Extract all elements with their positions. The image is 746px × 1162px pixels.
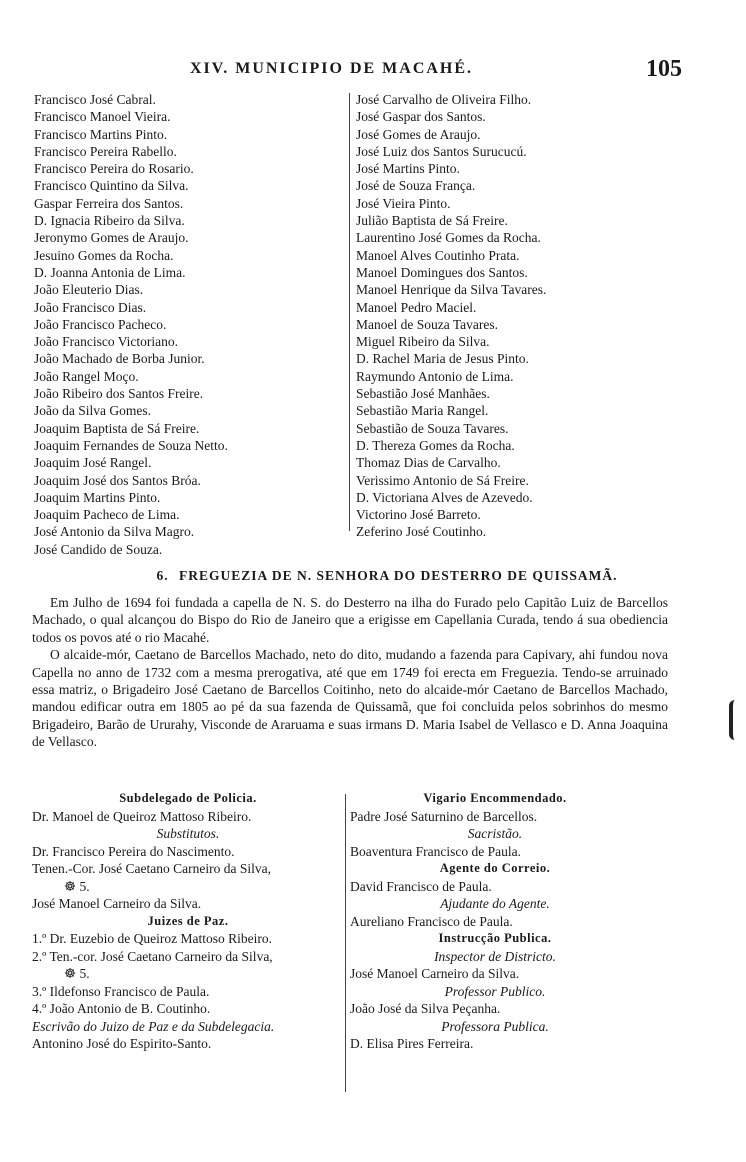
list-item: Joaquim Fernandes de Souza Netto. <box>34 437 228 453</box>
list-item: Jesuino Gomes da Rocha. <box>34 247 174 263</box>
officials-column-left <box>32 790 344 1053</box>
official-name: 2.º Ten.-cor. José Caetano Carneiro da Silva, <box>32 948 273 964</box>
list-item: João Machado de Borba Junior. <box>34 351 205 367</box>
heading-substitutos: Substitutos. <box>156 826 220 841</box>
list-item: Joaquim José dos Santos Bróa. <box>34 472 201 488</box>
list-item: D. Thereza Gomes da Rocha. <box>356 437 515 453</box>
heading-vigario: Vigario Encommendado. <box>423 791 567 805</box>
list-item: D. Victoriana Alves de Azevedo. <box>356 489 533 505</box>
list-item: João Francisco Dias. <box>34 299 147 315</box>
column-divider <box>345 794 346 1092</box>
list-item: João Rangel Moço. <box>34 368 139 384</box>
list-item: Francisco Manoel Vieira. <box>34 109 171 125</box>
page-number: 105 <box>646 56 682 82</box>
list-item: José Gaspar dos Santos. <box>356 109 486 125</box>
list-item: Miguel Ribeiro da Silva. <box>356 334 490 350</box>
official-name: Dr. Manoel de Queiroz Mattoso Ribeiro. <box>32 808 252 824</box>
list-item: D. Joanna Antonia de Lima. <box>34 264 186 280</box>
official-name: David Francisco de Paula. <box>350 878 492 894</box>
list-item: Joaquim Baptista de Sá Freire. <box>34 420 200 436</box>
list-item: Sebastião de Souza Tavares. <box>356 420 509 436</box>
list-item: Manoel Pedro Maciel. <box>356 299 477 315</box>
official-name: José Manoel Carneiro da Silva. <box>32 896 202 911</box>
heading-instrucao: Instrucção Publica. <box>438 931 552 945</box>
heading-escrivao: Escrivão do Juizo de Paz e da Subdelegacia. <box>32 1018 275 1034</box>
list-item: Zeferino José Coutinho. <box>356 524 487 540</box>
official-name: João José da Silva Peçanha. <box>350 1001 501 1016</box>
paragraph: Em Julho de 1694 foi fundada a capella de N. S. do Desterro na ilha do Furado pelo Capitão Luiz de Barcellos Machado, o qual alcançou do Bispo do Rio de Janeiro que a erigisse em Capellania Curada, tendo á sua obediencia todos os povos até o rio Macahé. <box>32 595 668 645</box>
official-name: Boaventura Francisco de Paula. <box>350 843 521 859</box>
list-item: Francisco Quintino da Silva. <box>34 178 189 194</box>
list-item: José Vieira Pinto. <box>356 195 451 211</box>
list-item: João Ribeiro dos Santos Freire. <box>34 386 204 402</box>
names-column-left <box>34 91 346 558</box>
official-name: Dr. Francisco Pereira do Nascimento. <box>32 843 235 859</box>
decoration-mark: ☸ 5. <box>64 878 90 894</box>
names-list <box>0 91 746 555</box>
official-name: D. Elisa Pires Ferreira. <box>350 1036 474 1051</box>
official-name: 1.º Dr. Euzebio de Queiroz Mattoso Ribeiro. <box>32 931 273 946</box>
list-item: João Eleuterio Dias. <box>34 282 144 298</box>
official-name: 4.º João Antonio de B. Coutinho. <box>32 1001 211 1016</box>
list-item: D. Rachel Maria de Jesus Pinto. <box>356 351 529 367</box>
list-item: Verissimo Antonio de Sá Freire. <box>356 472 529 488</box>
list-item: Sebastião Maria Rangel. <box>356 403 489 419</box>
list-item: Francisco Martins Pinto. <box>34 126 168 142</box>
heading-sacristao: Sacristão. <box>467 826 523 841</box>
list-item: João Francisco Victoriano. <box>34 334 179 350</box>
list-item: Jeronymo Gomes de Araujo. <box>34 230 189 246</box>
heading-professora: Professora Publica. <box>441 1018 549 1034</box>
official-name: Tenen.-Cor. José Caetano Carneiro da Silva, <box>32 861 271 876</box>
decoration-mark: ☸ 5. <box>64 966 90 981</box>
names-column-right <box>356 91 656 541</box>
history-text <box>32 594 668 751</box>
running-title: XIV. MUNICIPIO DE MACAHÉ. <box>190 60 474 77</box>
officials-block <box>0 790 746 1100</box>
section-title: FREGUEZIA DE N. SENHORA DO DESTERRO DE QUISSAMÃ. <box>179 568 618 583</box>
official-name: Antonino José do Espirito-Santo. <box>32 1036 212 1051</box>
list-item: Julião Baptista de Sá Freire. <box>356 213 508 229</box>
list-item: Manoel Domingues dos Santos. <box>356 264 528 280</box>
list-item: Raymundo Antonio de Lima. <box>356 368 514 384</box>
list-item: Thomaz Dias de Carvalho. <box>356 455 501 471</box>
scan-edge-mark <box>729 700 741 740</box>
list-item: José Antonio da Silva Magro. <box>34 524 195 540</box>
list-item: Laurentino José Gomes da Rocha. <box>356 230 541 246</box>
official-name: Aureliano Francisco de Paula. <box>350 913 513 929</box>
list-item: Francisco José Cabral. <box>34 92 156 107</box>
list-item: José de Souza França. <box>356 178 476 194</box>
list-item: Victorino José Barreto. <box>356 507 481 523</box>
list-item: José Candido de Souza. <box>34 541 163 557</box>
list-item: Manoel Henrique da Silva Tavares. <box>356 282 547 298</box>
paragraph: O alcaide-mór, Caetano de Barcellos Machado, neto do dito, mudando a fazenda para Capivary, ahi fundou nova Capella no anno de 1732 com a mesma prerogativa, até que em 1749 foi erecta em Freguezia. Tendo-se arruinado essa matriz, o Brigadeiro José Caetano de Barcellos Coitinho, neto do alcaide-mór Caetano de Barcellos Machado, mandou edificar outra em 1805 ao pé da sua fazenda de Quissamã, que foi concluida pelos sobrinhos do mesmo Brigadeiro, Barão de Ururahy, Visconde de Araruama e suas irmans D. Maria Isabel de Vellasco e D. Anna Joaquina de Vellasco. <box>32 647 668 750</box>
officials-column-right <box>350 790 640 1053</box>
official-name: Padre José Saturnino de Barcellos. <box>350 808 538 824</box>
heading-juizes: Juizes de Paz. <box>147 913 229 928</box>
list-item: Francisco Pereira do Rosario. <box>34 161 194 177</box>
page-header <box>0 56 746 86</box>
list-item: Joaquim Martins Pinto. <box>34 489 161 505</box>
heading-inspector: Inspector de Districto. <box>434 948 556 964</box>
section-heading <box>0 568 746 584</box>
list-item: Francisco Pereira Rabello. <box>34 143 177 159</box>
heading-professor: Professor Publico. <box>444 983 546 999</box>
heading-agente: Agente do Correio. <box>439 861 551 875</box>
heading-subdelegado: Subdelegado de Policia. <box>119 791 257 805</box>
list-item: Joaquim Pacheco de Lima. <box>34 507 180 523</box>
section-number: 6. <box>156 568 169 583</box>
list-item: José Gomes de Araujo. <box>356 126 481 142</box>
list-item: D. Ignacia Ribeiro da Silva. <box>34 213 185 229</box>
list-item: Gaspar Ferreira dos Santos. <box>34 195 184 211</box>
official-name: José Manoel Carneiro da Silva. <box>350 966 520 981</box>
list-item: José Martins Pinto. <box>356 161 460 177</box>
list-item: Manoel de Souza Tavares. <box>356 316 499 332</box>
list-item: João da Silva Gomes. <box>34 403 151 419</box>
heading-ajudante: Ajudante do Agente. <box>440 896 550 911</box>
list-item: Sebastião José Manhães. <box>356 386 490 402</box>
list-item: José Carvalho de Oliveira Filho. <box>356 92 532 107</box>
list-item: José Luiz dos Santos Surucucú. <box>356 143 527 159</box>
list-item: Joaquim José Rangel. <box>34 455 152 471</box>
list-item: João Francisco Pacheco. <box>34 316 167 332</box>
list-item: Manoel Alves Coutinho Prata. <box>356 247 520 263</box>
column-divider <box>349 93 350 531</box>
official-name: 3.º Ildefonso Francisco de Paula. <box>32 983 210 999</box>
